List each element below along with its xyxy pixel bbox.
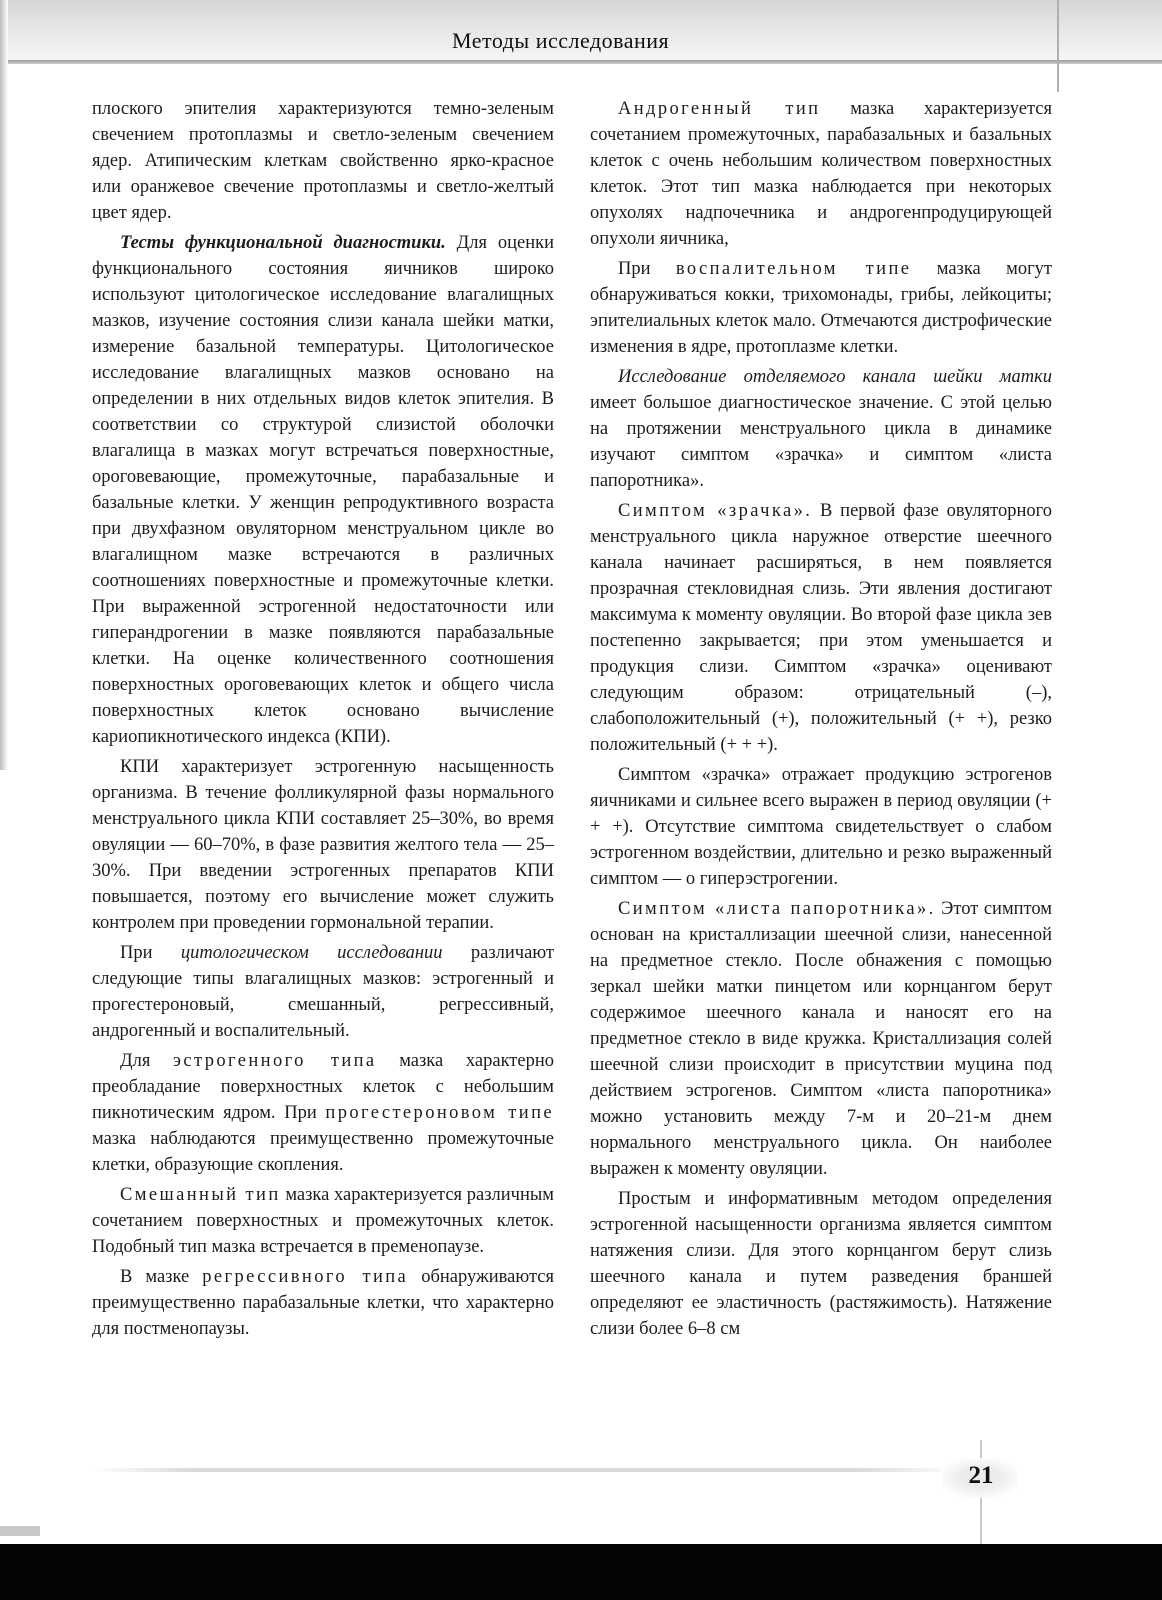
paragraph — [590, 256, 1052, 360]
paragraph-text: При — [120, 943, 181, 963]
italic-term: цитологическом исследовании — [180, 943, 443, 963]
paragraph — [92, 1182, 554, 1260]
paragraph-text: различают следующие типы влагалищных мазков: эстрогенный и прогестероновый, смешанный, регрессивный, андрогенный и воспалительный. — [92, 943, 554, 1041]
paragraph-text: Для оценки функционального состояния яичников широко используют цитологическое исследование влагалищных мазков, изучение состояния слизи канала шейки матки, измерение базальной температуры. Цитологическое исследование влагалищных мазков основано на определении в них отдельных видов клеток эпителия. В соответствии со структурой слизистой оболочки влагалища в мазках могут встречаться поверхностные, ороговевающие, промежуточные, парабазальные и базальные клетки. У женщин репродуктивного возраста при двухфазном овуляторном менструальном цикле во влагалищном мазке встречаются в различных соотношениях поверхностные и промежуточные клетки. При выраженной эстрогенной недостаточности или гиперандрогении в мазке появляются парабазальные клетки. На оценке количественного соотношения поверхностных ороговевающих клеток и общего числа поверхностных клеток основано вычисление кариопикнотического индекса (КПИ). — [92, 233, 554, 747]
header-rule — [0, 60, 1162, 64]
paragraph-text: В мазке — [120, 1267, 203, 1287]
paragraph-text: мазка могут обнаруживаться кокки, трихомонады, грибы, лейкоциты; эпителиальных клеток мало. Отмечаются дистрофические изменения в ядре, протоплазме клетки. — [590, 259, 1053, 357]
corner-mark — [0, 1526, 40, 1536]
paragraph: плоского эпителия характеризуются темно-зеленым свечением протоплазмы и светло-зеленым свечением ядер. Атипическим клеткам свойственно ярко-красное или оранжевое свечение протоплазмы и светло-желтый цвет ядер. — [92, 99, 554, 223]
running-header-title: Методы исследования — [452, 28, 670, 53]
paragraph: КПИ характеризует эстрогенную насыщенность организма. В течение фолликулярной фазы нормального менструального цикла КПИ составляет 25–30%, во время овуляции — 60–70%, в фазе развития желтого тела — 25–30%. При введении эстрогенных препаратов КПИ повышается, поэтому его вычисление может служить контролем при проведении гормональной терапии. — [92, 757, 554, 933]
spaced-term: воспалительном типе — [675, 259, 912, 279]
paragraph — [92, 940, 554, 1044]
paragraph-text: мазка характерно преобладание поверхностных клеток с небольшим пикнотическим ядром. При — [92, 1051, 555, 1123]
paragraph-text: При — [618, 259, 676, 279]
spaced-term: Смешанный тип — [120, 1185, 281, 1205]
paragraph-text: имеет большое диагностическое значение. С этой целью на протяжении менструального цикла в динамике изучают симптом «зрачка» и симптом «листа папоротника». — [590, 393, 1052, 491]
paragraph-text: Для — [120, 1051, 174, 1071]
paragraph: Простым и информативным методом определения эстрогенной насыщенности организма является симптом натяжения слизи. Для этого корнцангом берут слизь шеечного канала и путем разведения браншей определяют ее эластичность (растяжимость). Натяжение слизи более 6–8 см — [590, 1189, 1052, 1339]
paragraph-text: мазка характеризуется различным сочетанием поверхностных и промежуточных клеток. Подобный тип мазка встречается в пременопаузе. — [92, 1185, 554, 1257]
paragraph-text: мазка характеризуется сочетанием промежуточных, парабазальных и базальных клеток с очень небольшим количеством поверхностных клеток. Этот тип мазка наблюдается при некоторых опухолях надпочечника и андрогенпродуцирующей опухоли яичника, — [590, 99, 1052, 249]
paragraph — [590, 498, 1052, 758]
bottom-black-band — [0, 1544, 1162, 1600]
footer-rule — [92, 1468, 958, 1472]
paragraph — [92, 1264, 554, 1342]
paragraph — [590, 364, 1052, 494]
spaced-term: прогестероновом типе — [325, 1103, 554, 1123]
italic-term: Исследование отделяемого канала шейки матки — [618, 367, 1052, 387]
scan-edge-shadow — [0, 0, 8, 770]
paragraph-text: В первой фазе овуляторного менструального цикла наружное отверстие шеечного канала начинает расширяться, в нем появляется прозрачная стекловидная слизь. Эти явления достигают максимума к моменту овуляции. Во второй фазе цикла зев постепенно закрывается; при этом уменьшается и продукция слизи. Симптом «зрачка» оценивают следующим образом: отрицательный (–), слабоположительный (+), положительный (+ +), резко положительный (+ + +). — [590, 501, 1052, 755]
paragraph: Симптом «зрачка» отражает продукцию эстрогенов яичниками и сильнее всего выражен в период овуляции (+ + +). Отсутствие симптома свидетельствует о слабом эстрогенном воздействии, длительно и резко выраженный симптом — о гиперэстрогении. — [590, 765, 1052, 889]
paragraph-text: обнаруживаются преимущественно парабазальные клетки, что характерно для постменопаузы. — [92, 1267, 554, 1339]
paragraph — [590, 896, 1052, 1182]
paragraph — [92, 1048, 554, 1178]
paragraph — [590, 96, 1052, 252]
crop-mark-top — [1057, 0, 1059, 92]
left-column — [92, 96, 554, 1346]
spaced-term: эстрогенного типа — [173, 1051, 377, 1071]
spaced-term: Андрогенный тип — [618, 99, 821, 119]
section-heading: Тесты функциональной диагностики. — [120, 233, 446, 253]
spaced-term: регрессивного типа — [202, 1267, 409, 1287]
spaced-term: Симптом «зрачка». — [618, 501, 813, 521]
paragraph-text: мазка наблюдаются преимущественно промежуточные клетки, образующие скопления. — [92, 1129, 554, 1175]
spaced-term: Симптом «листа папоротника». — [618, 899, 936, 919]
page-number: 21 — [968, 1462, 994, 1489]
paragraph-text: Этот симптом основан на кристаллизации шеечной слизи, нанесенной на предметное стекло. После обнажения с помощью зеркал шейки матки пинцетом или корнцангом берут содержимое шеечного канала и наносят его на предметное стекло в виде кружка. Кристаллизация солей шеечной слизи происходит в присутствии муцина под действием эстрогенов. Симптом «листа папоротника» можно установить между 7-м и 20–21-м днем нормального менструального цикла. Он наиболее выражен к моменту овуляции. — [590, 899, 1052, 1179]
paragraph — [92, 230, 554, 750]
right-column — [590, 96, 1052, 1346]
